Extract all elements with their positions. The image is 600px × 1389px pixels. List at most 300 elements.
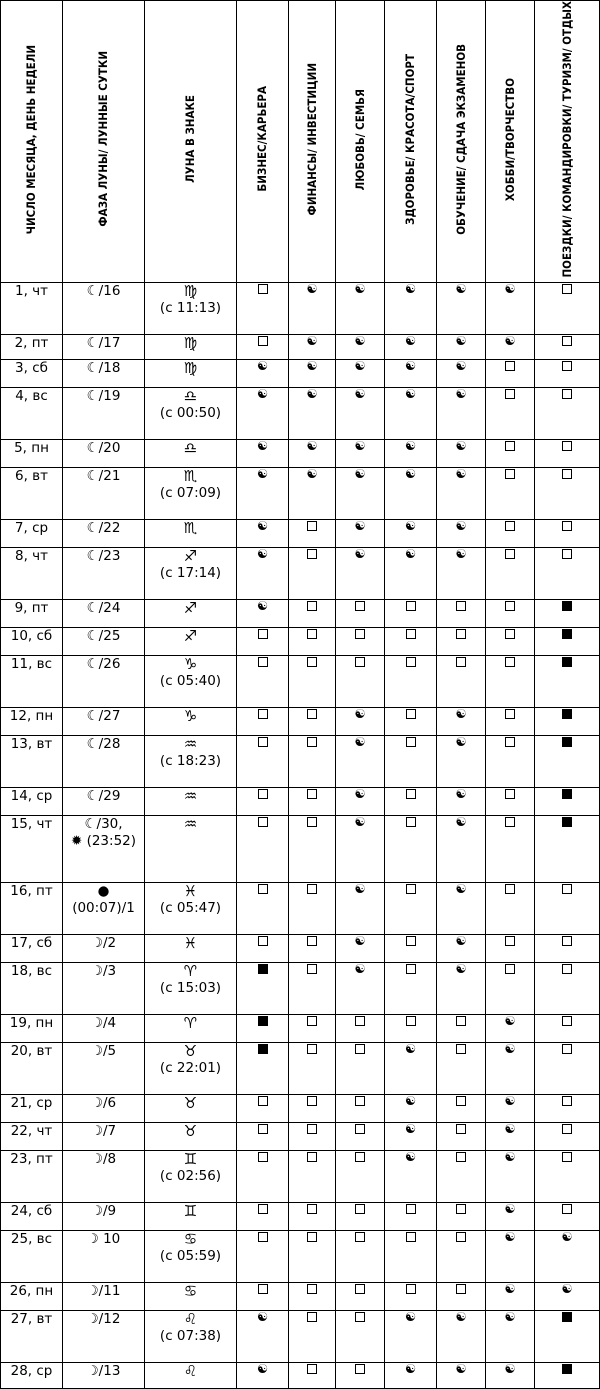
moon-phase-cell bbox=[63, 1230, 145, 1282]
activity-cell bbox=[336, 359, 385, 387]
sign-entry-time: (с 05:59) bbox=[159, 1247, 222, 1264]
empty-square-icon bbox=[505, 629, 515, 639]
moon-sign-cell bbox=[145, 815, 237, 882]
activity-cell bbox=[237, 359, 289, 387]
zodiac-sign-icon: ♍ bbox=[183, 358, 198, 377]
table-row bbox=[1, 599, 600, 627]
activity-cell bbox=[237, 934, 289, 962]
moon-phase-value: ☽ 10 bbox=[86, 1230, 121, 1247]
yin-yang-icon: ☯ bbox=[306, 332, 318, 348]
header-row bbox=[1, 1, 600, 283]
empty-square-icon bbox=[456, 1284, 466, 1294]
activity-cell bbox=[289, 1202, 336, 1230]
empty-square-icon bbox=[307, 1312, 317, 1322]
yin-yang-icon: ☯ bbox=[256, 437, 269, 453]
activity-cell bbox=[385, 1122, 437, 1150]
date-cell: 12, пн bbox=[1, 707, 63, 735]
filled-square-icon bbox=[258, 1016, 268, 1026]
activity-cell bbox=[437, 1230, 486, 1282]
moon-sign-cell bbox=[145, 655, 237, 707]
yin-yang-icon: ☯ bbox=[354, 733, 366, 749]
empty-square-icon bbox=[456, 1016, 466, 1026]
moon-sign-cell bbox=[145, 1094, 237, 1122]
activity-cell bbox=[336, 1230, 385, 1282]
activity-cell bbox=[486, 627, 535, 655]
moon-phase-cell bbox=[63, 707, 145, 735]
empty-square-icon bbox=[307, 601, 317, 611]
activity-cell bbox=[486, 1014, 535, 1042]
yin-yang-icon: ☯ bbox=[404, 332, 417, 348]
moon-phase-cell bbox=[63, 1150, 145, 1202]
activity-cell bbox=[486, 962, 535, 1014]
empty-square-icon bbox=[456, 1044, 466, 1054]
filled-square-icon bbox=[562, 657, 572, 667]
table-row bbox=[1, 519, 600, 547]
filled-square-icon bbox=[258, 964, 268, 974]
moon-phase-cell bbox=[63, 882, 145, 934]
empty-square-icon bbox=[406, 709, 416, 719]
empty-square-icon bbox=[406, 629, 416, 639]
yin-yang-icon: ☯ bbox=[404, 517, 417, 533]
activity-cell bbox=[385, 334, 437, 359]
activity-cell bbox=[385, 882, 437, 934]
activity-cell bbox=[289, 1282, 336, 1310]
header-travel: ПОЕЗДКИ/ КОМАНДИРОВКИ/ ТУРИЗМ/ ОТДЫХ bbox=[535, 1, 600, 283]
moon-phase-cell bbox=[63, 962, 145, 1014]
table-row bbox=[1, 882, 600, 934]
activity-cell bbox=[385, 1014, 437, 1042]
moon-phase-cell bbox=[63, 627, 145, 655]
yin-yang-icon: ☯ bbox=[504, 1360, 516, 1376]
empty-square-icon bbox=[505, 964, 515, 974]
yin-yang-icon: ☯ bbox=[354, 385, 366, 401]
sign-entry-time: (с 00:50) bbox=[159, 404, 222, 421]
activity-cell bbox=[237, 1014, 289, 1042]
activity-cell bbox=[336, 1310, 385, 1362]
empty-square-icon bbox=[562, 964, 572, 974]
moon-phase-value: ☾/17 bbox=[86, 334, 121, 351]
sign-entry-time: (с 07:09) bbox=[159, 484, 222, 501]
activity-cell bbox=[437, 815, 486, 882]
activity-cell bbox=[289, 1014, 336, 1042]
table-row bbox=[1, 1094, 600, 1122]
activity-cell bbox=[385, 1042, 437, 1094]
moon-phase-value: ☽/11 bbox=[86, 1282, 121, 1299]
moon-sign-cell bbox=[145, 962, 237, 1014]
empty-square-icon bbox=[406, 817, 416, 827]
yin-yang-icon: ☯ bbox=[256, 1308, 269, 1324]
table-row bbox=[1, 1042, 600, 1094]
yin-yang-icon: ☯ bbox=[504, 1280, 516, 1296]
activity-cell bbox=[437, 1122, 486, 1150]
date-cell: 20, вт bbox=[1, 1042, 63, 1094]
header-business: БИЗНЕС/КАРЬЕРА bbox=[237, 1, 289, 283]
yin-yang-icon: ☯ bbox=[455, 733, 467, 749]
yin-yang-icon: ☯ bbox=[256, 385, 269, 401]
activity-cell bbox=[237, 599, 289, 627]
yin-yang-icon: ☯ bbox=[455, 545, 467, 561]
header-finance: ФИНАНСЫ/ ИНВЕСТИЦИИ bbox=[289, 1, 336, 283]
empty-square-icon bbox=[505, 361, 515, 371]
date-cell: 27, вт bbox=[1, 1310, 63, 1362]
empty-square-icon bbox=[258, 709, 268, 719]
moon-phase-cell bbox=[63, 1122, 145, 1150]
activity-cell bbox=[437, 1282, 486, 1310]
yin-yang-icon: ☯ bbox=[455, 1308, 467, 1324]
empty-square-icon bbox=[406, 657, 416, 667]
date-cell: 15, чт bbox=[1, 815, 63, 882]
empty-square-icon bbox=[307, 1016, 317, 1026]
activity-cell bbox=[336, 655, 385, 707]
empty-square-icon bbox=[505, 709, 515, 719]
table-row bbox=[1, 1230, 600, 1282]
moon-sign-cell bbox=[145, 627, 237, 655]
activity-cell bbox=[535, 1014, 600, 1042]
empty-square-icon bbox=[505, 789, 515, 799]
yin-yang-icon: ☯ bbox=[354, 545, 366, 561]
moon-phase-cell bbox=[63, 282, 145, 334]
table-row bbox=[1, 1014, 600, 1042]
activity-cell bbox=[385, 1310, 437, 1362]
filled-square-icon bbox=[562, 601, 572, 611]
moon-sign-cell bbox=[145, 787, 237, 815]
activity-cell bbox=[289, 962, 336, 1014]
moon-phase-value: ☾/28 bbox=[86, 735, 121, 752]
activity-cell bbox=[486, 1150, 535, 1202]
empty-square-icon bbox=[562, 936, 572, 946]
date-cell: 16, пт bbox=[1, 882, 63, 934]
empty-square-icon bbox=[562, 521, 572, 531]
activity-cell bbox=[486, 1094, 535, 1122]
date-cell: 28, ср bbox=[1, 1362, 63, 1388]
activity-cell bbox=[437, 1042, 486, 1094]
activity-cell bbox=[385, 655, 437, 707]
moon-sign-cell bbox=[145, 882, 237, 934]
empty-square-icon bbox=[562, 336, 572, 346]
activity-cell bbox=[289, 1122, 336, 1150]
activity-cell bbox=[535, 1362, 600, 1388]
empty-square-icon bbox=[307, 1044, 317, 1054]
activity-cell bbox=[237, 467, 289, 519]
activity-cell bbox=[336, 387, 385, 439]
activity-cell bbox=[437, 439, 486, 467]
activity-cell bbox=[486, 1310, 535, 1362]
moon-phase-value: ☾/25 bbox=[86, 627, 121, 644]
yin-yang-icon: ☯ bbox=[455, 385, 467, 401]
moon-phase-cell bbox=[63, 1014, 145, 1042]
zodiac-sign-icon: ♑ bbox=[183, 706, 198, 725]
yin-yang-icon: ☯ bbox=[404, 1308, 417, 1324]
date-cell: 6, вт bbox=[1, 467, 63, 519]
moon-sign-cell bbox=[145, 1282, 237, 1310]
yin-yang-icon: ☯ bbox=[504, 1148, 516, 1164]
empty-square-icon bbox=[307, 964, 317, 974]
sign-entry-time: (с 02:56) bbox=[159, 1167, 222, 1184]
moon-phase-cell bbox=[63, 359, 145, 387]
yin-yang-icon: ☯ bbox=[354, 932, 366, 948]
activity-cell bbox=[486, 1230, 535, 1282]
activity-cell bbox=[336, 962, 385, 1014]
empty-square-icon bbox=[307, 1232, 317, 1242]
moon-phase-cell bbox=[63, 467, 145, 519]
activity-cell bbox=[437, 1310, 486, 1362]
table-row bbox=[1, 359, 600, 387]
activity-cell bbox=[289, 1150, 336, 1202]
empty-square-icon bbox=[505, 521, 515, 531]
header-study: ОБУЧЕНИЕ/ СДАЧА ЭКЗАМЕНОВ bbox=[437, 1, 486, 283]
yin-yang-icon: ☯ bbox=[354, 357, 366, 373]
empty-square-icon bbox=[307, 884, 317, 894]
activity-cell bbox=[486, 282, 535, 334]
yin-yang-icon: ☯ bbox=[404, 437, 417, 453]
yin-yang-icon: ☯ bbox=[404, 1148, 417, 1164]
activity-cell bbox=[336, 467, 385, 519]
activity-cell bbox=[336, 707, 385, 735]
activity-cell bbox=[535, 962, 600, 1014]
yin-yang-icon: ☯ bbox=[354, 332, 366, 348]
zodiac-sign-icon: ♋ bbox=[183, 1281, 198, 1300]
activity-cell bbox=[336, 1094, 385, 1122]
moon-phase-cell bbox=[63, 519, 145, 547]
activity-cell bbox=[289, 1230, 336, 1282]
empty-square-icon bbox=[355, 1284, 365, 1294]
empty-square-icon bbox=[505, 601, 515, 611]
moon-phase-value: ☽/5 bbox=[90, 1042, 117, 1059]
moon-sign-cell bbox=[145, 1362, 237, 1388]
activity-cell bbox=[336, 282, 385, 334]
yin-yang-icon: ☯ bbox=[256, 1360, 269, 1376]
activity-cell bbox=[237, 882, 289, 934]
table-row bbox=[1, 334, 600, 359]
empty-square-icon bbox=[307, 1284, 317, 1294]
activity-cell bbox=[486, 707, 535, 735]
moon-phase-cell bbox=[63, 547, 145, 599]
activity-cell bbox=[486, 815, 535, 882]
moon-phase-value: ☾/23 bbox=[86, 547, 121, 564]
yin-yang-icon: ☯ bbox=[455, 813, 467, 829]
empty-square-icon bbox=[406, 936, 416, 946]
activity-cell bbox=[385, 1094, 437, 1122]
date-cell: 1, чт bbox=[1, 282, 63, 334]
empty-square-icon bbox=[562, 1204, 572, 1214]
activity-cell bbox=[535, 627, 600, 655]
empty-square-icon bbox=[562, 361, 572, 371]
activity-cell bbox=[336, 882, 385, 934]
sign-entry-time: (с 15:03) bbox=[159, 979, 222, 996]
activity-cell bbox=[437, 655, 486, 707]
activity-cell bbox=[237, 1202, 289, 1230]
activity-cell bbox=[289, 439, 336, 467]
activity-cell bbox=[237, 334, 289, 359]
moon-phase-value: ☾/20 bbox=[86, 439, 121, 456]
activity-cell bbox=[535, 439, 600, 467]
empty-square-icon bbox=[258, 1124, 268, 1134]
activity-cell bbox=[437, 359, 486, 387]
moon-sign-cell bbox=[145, 387, 237, 439]
activity-cell bbox=[535, 787, 600, 815]
empty-square-icon bbox=[505, 441, 515, 451]
activity-cell bbox=[237, 1362, 289, 1388]
date-cell: 19, пн bbox=[1, 1014, 63, 1042]
yin-yang-icon: ☯ bbox=[354, 960, 366, 976]
activity-cell bbox=[486, 934, 535, 962]
empty-square-icon bbox=[258, 629, 268, 639]
activity-cell bbox=[535, 547, 600, 599]
activity-cell bbox=[385, 387, 437, 439]
filled-square-icon bbox=[562, 1364, 572, 1374]
moon-sign-cell bbox=[145, 547, 237, 599]
empty-square-icon bbox=[258, 1152, 268, 1162]
empty-square-icon bbox=[258, 789, 268, 799]
date-cell: 10, сб bbox=[1, 627, 63, 655]
moon-sign-cell bbox=[145, 934, 237, 962]
zodiac-sign-icon: ♏ bbox=[183, 466, 198, 485]
activity-cell bbox=[535, 1282, 600, 1310]
filled-square-icon bbox=[562, 789, 572, 799]
yin-yang-icon: ☯ bbox=[256, 545, 269, 561]
empty-square-icon bbox=[562, 389, 572, 399]
yin-yang-icon: ☯ bbox=[354, 280, 366, 296]
activity-cell bbox=[237, 627, 289, 655]
yin-yang-icon: ☯ bbox=[455, 705, 467, 721]
activity-cell bbox=[336, 599, 385, 627]
zodiac-sign-icon: ♐ bbox=[183, 598, 198, 617]
filled-square-icon bbox=[562, 737, 572, 747]
empty-square-icon bbox=[355, 629, 365, 639]
activity-cell bbox=[385, 547, 437, 599]
activity-cell bbox=[289, 707, 336, 735]
empty-square-icon bbox=[406, 964, 416, 974]
yin-yang-icon: ☯ bbox=[404, 1120, 417, 1136]
table-row bbox=[1, 707, 600, 735]
yin-yang-icon: ☯ bbox=[404, 357, 417, 373]
table-row bbox=[1, 1310, 600, 1362]
empty-square-icon bbox=[258, 1284, 268, 1294]
activity-cell bbox=[289, 282, 336, 334]
activity-cell bbox=[535, 334, 600, 359]
activity-cell bbox=[535, 882, 600, 934]
yin-yang-icon: ☯ bbox=[455, 960, 467, 976]
empty-square-icon bbox=[258, 1204, 268, 1214]
activity-cell bbox=[486, 439, 535, 467]
activity-cell bbox=[437, 1362, 486, 1388]
yin-yang-icon: ☯ bbox=[504, 1012, 516, 1028]
date-cell: 2, пт bbox=[1, 334, 63, 359]
moon-phase-value: ☾/21 bbox=[86, 467, 121, 484]
activity-cell bbox=[385, 519, 437, 547]
activity-cell bbox=[237, 815, 289, 882]
zodiac-sign-icon: ♒ bbox=[183, 734, 198, 753]
yin-yang-icon: ☯ bbox=[354, 813, 366, 829]
activity-cell bbox=[437, 1150, 486, 1202]
date-cell: 11, вс bbox=[1, 655, 63, 707]
yin-yang-icon: ☯ bbox=[306, 385, 318, 401]
activity-cell bbox=[336, 735, 385, 787]
empty-square-icon bbox=[505, 737, 515, 747]
empty-square-icon bbox=[562, 549, 572, 559]
activity-cell bbox=[486, 1122, 535, 1150]
table-row bbox=[1, 815, 600, 882]
empty-square-icon bbox=[258, 884, 268, 894]
activity-cell bbox=[385, 735, 437, 787]
yin-yang-icon: ☯ bbox=[256, 597, 269, 613]
activity-cell bbox=[437, 467, 486, 519]
zodiac-sign-icon: ♉ bbox=[183, 1093, 198, 1112]
empty-square-icon bbox=[505, 884, 515, 894]
empty-square-icon bbox=[355, 1044, 365, 1054]
empty-square-icon bbox=[406, 1284, 416, 1294]
table-row bbox=[1, 1150, 600, 1202]
activity-cell bbox=[336, 1122, 385, 1150]
empty-square-icon bbox=[307, 817, 317, 827]
moon-phase-cell bbox=[63, 1282, 145, 1310]
moon-sign-cell bbox=[145, 707, 237, 735]
activity-cell bbox=[237, 387, 289, 439]
activity-cell bbox=[237, 655, 289, 707]
yin-yang-icon: ☯ bbox=[504, 280, 516, 296]
yin-yang-icon: ☯ bbox=[455, 880, 467, 896]
moon-phase-cell bbox=[63, 735, 145, 787]
activity-cell bbox=[535, 359, 600, 387]
empty-square-icon bbox=[562, 469, 572, 479]
zodiac-sign-icon: ♌ bbox=[183, 1361, 198, 1380]
yin-yang-icon: ☯ bbox=[404, 1360, 417, 1376]
header-moon-phase: ФАЗА ЛУНЫ/ ЛУННЫЕ СУТКИ bbox=[63, 1, 145, 283]
activity-cell bbox=[535, 1310, 600, 1362]
activity-cell bbox=[237, 439, 289, 467]
activity-cell bbox=[535, 599, 600, 627]
activity-cell bbox=[237, 282, 289, 334]
moon-sign-cell bbox=[145, 1122, 237, 1150]
activity-cell bbox=[486, 547, 535, 599]
empty-square-icon bbox=[456, 1152, 466, 1162]
activity-cell bbox=[535, 934, 600, 962]
moon-phase-cell bbox=[63, 1362, 145, 1388]
header-date: ЧИСЛО МЕСЯЦА, ДЕНЬ НЕДЕЛИ bbox=[1, 1, 63, 283]
activity-cell bbox=[486, 655, 535, 707]
moon-phase-value: ☾/29 bbox=[86, 787, 121, 804]
zodiac-sign-icon: ♉ bbox=[183, 1121, 198, 1140]
zodiac-sign-icon: ♒ bbox=[183, 786, 198, 805]
moon-phase-cell bbox=[63, 1094, 145, 1122]
yin-yang-icon: ☯ bbox=[404, 280, 417, 296]
activity-cell bbox=[486, 599, 535, 627]
activity-cell bbox=[437, 787, 486, 815]
moon-sign-cell bbox=[145, 1014, 237, 1042]
date-cell: 24, сб bbox=[1, 1202, 63, 1230]
activity-cell bbox=[385, 599, 437, 627]
moon-phase-value: ☾/24 bbox=[86, 599, 121, 616]
activity-cell bbox=[535, 519, 600, 547]
empty-square-icon bbox=[505, 389, 515, 399]
sign-entry-time: (с 05:47) bbox=[159, 899, 222, 916]
moon-phase-value: ☾/30, bbox=[84, 815, 123, 832]
yin-yang-icon: ☯ bbox=[504, 1120, 516, 1136]
activity-cell bbox=[237, 1042, 289, 1094]
yin-yang-icon: ☯ bbox=[306, 280, 318, 296]
activity-cell bbox=[289, 334, 336, 359]
empty-square-icon bbox=[505, 936, 515, 946]
moon-phase-value: ☾/19 bbox=[86, 387, 121, 404]
activity-cell bbox=[535, 815, 600, 882]
yin-yang-icon: ☯ bbox=[306, 357, 318, 373]
empty-square-icon bbox=[307, 709, 317, 719]
sign-entry-time: (с 11:13) bbox=[159, 299, 222, 316]
activity-cell bbox=[289, 387, 336, 439]
activity-cell bbox=[237, 735, 289, 787]
yin-yang-icon: ☯ bbox=[354, 437, 366, 453]
activity-cell bbox=[486, 467, 535, 519]
